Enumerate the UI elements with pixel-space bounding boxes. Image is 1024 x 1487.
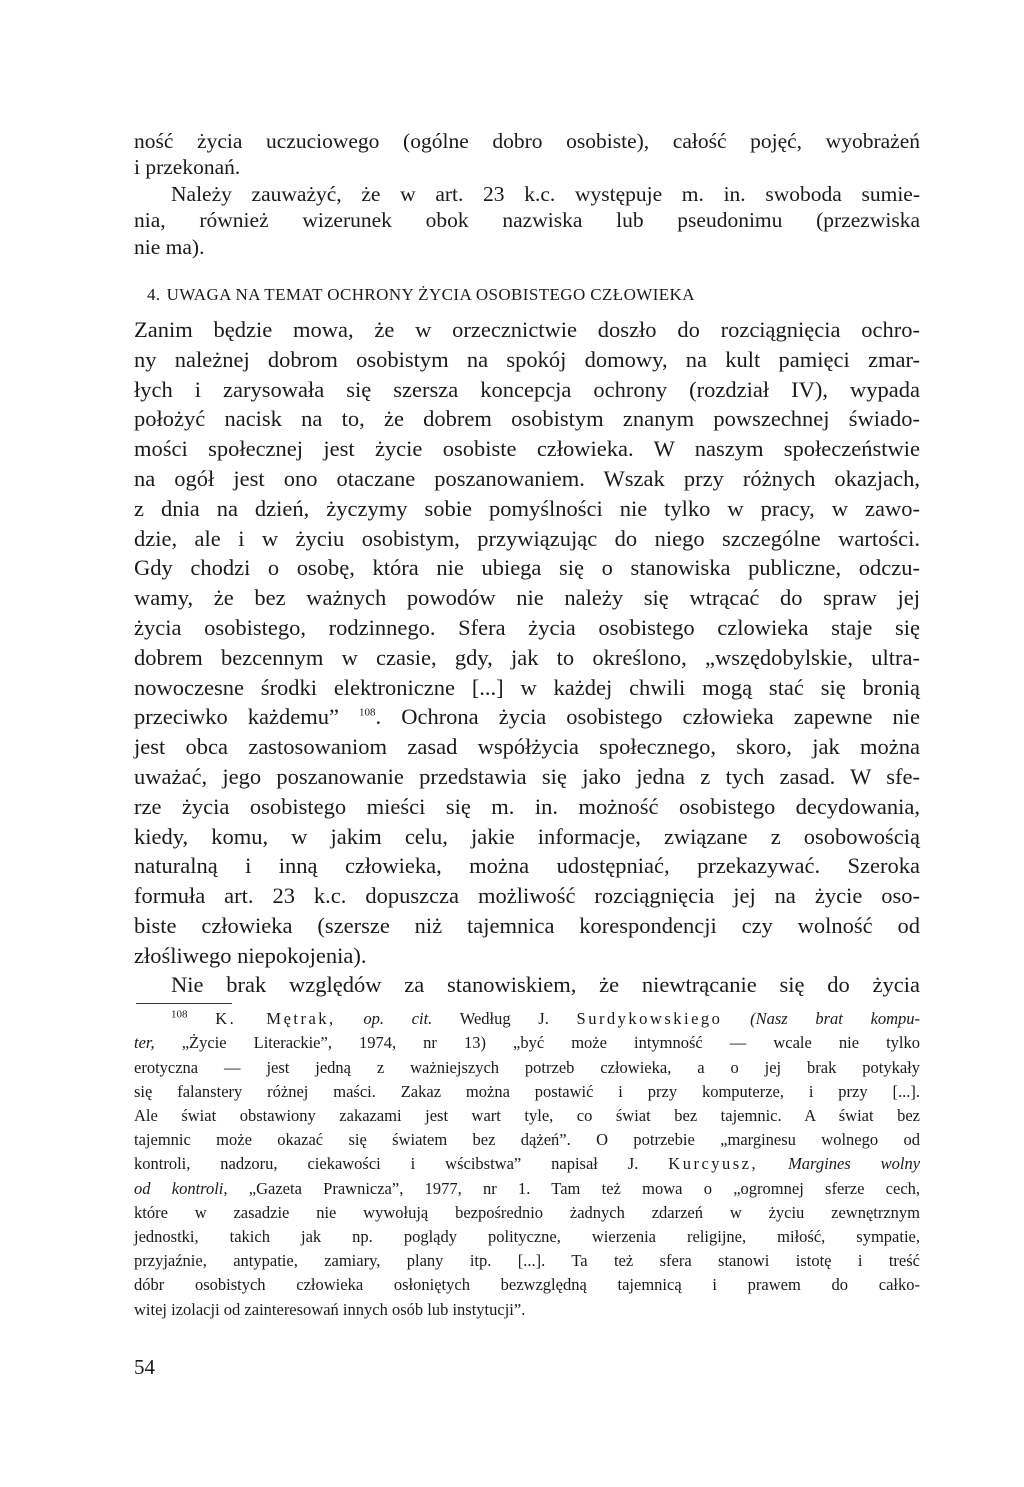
- text-line: ność życia uczuciowego (ogólne dobro osobiste), całość pojęć, wyobrażeń: [134, 129, 920, 153]
- text-line: złośliwego niepokojenia).: [134, 942, 367, 968]
- text-line: położyć nacisk na to, że dobrem osobistym znanym powszechnej świado-: [134, 406, 920, 432]
- last-paragraph: [134, 970, 920, 1000]
- main-paragraph: [134, 315, 920, 971]
- footnote-ref: 108: [359, 706, 376, 719]
- footnote-cit: op. cit.: [363, 1009, 433, 1029]
- section-title: UWAGA NA TEMAT OCHRONY ŻYCIA OSOBISTEGO CZŁOWIEKA: [166, 284, 695, 304]
- text-line: uważać, jego poszanowanie przedstawia się jako jedna z tych zasad. W sfe-: [134, 763, 920, 789]
- text-line: łych i zarysowała się szersza koncepcja ochrony (rozdział IV), wypada: [134, 376, 920, 402]
- text-segment: „Życie Literackie”, 1974, nr 13) „być może intymność — wcale nie tylko: [181, 1033, 920, 1053]
- text-line: jest obca zastosowaniom zasad współżycia społecznego, skoro, jak można: [134, 734, 920, 760]
- footnote: [134, 1007, 920, 1321]
- text-line: z dnia na dzień, życzymy sobie pomyślności nie tylko w pracy, w zawo-: [134, 495, 920, 521]
- footnote-author: Surdykowskiego: [576, 1009, 723, 1029]
- text-line: dobrem bezcennym w czasie, gdy, jak to określono, „wszędobylskie, ultra-: [134, 644, 920, 670]
- footnote-work: (Nasz brat kompu-: [750, 1009, 921, 1029]
- text-segment: przeciwko każdemu”: [134, 704, 339, 730]
- footnote-author: Kurcyusz,: [668, 1154, 759, 1174]
- footnote-line: witej izolacji od zainteresowań innych osób lub instytucji”.: [134, 1299, 526, 1319]
- text-line: rze życia osobistego mieści się m. in. możność osobistego decydowania,: [134, 793, 920, 819]
- text-line: nia, również wizerunek obok nazwiska lub pseudonimu (przezwiska: [134, 208, 920, 233]
- footnote-line: przyjaźnie, antypatie, zamiary, plany itp. [...]. Ta też sfera stanowi istotę i treść: [134, 1251, 920, 1271]
- text-segment: kontroli, nadzoru, ciekawości i wścibstwa” napisał J.: [134, 1154, 639, 1174]
- text-line: kiedy, komu, w jakim celu, jakie informacje, związane z osobowością: [134, 823, 920, 849]
- footnote-number: 108: [171, 1008, 188, 1021]
- text-segment: „Gazeta Prawnicza”, 1977, nr 1. Tam też mowa o „ogromnej sferze cech,: [248, 1178, 921, 1198]
- footnote-line: [134, 1007, 920, 1031]
- text-line: Gdy chodzi o osobę, która nie ubiega się o stanowiska publiczne, odczu-: [134, 555, 920, 581]
- text-line: formuła art. 23 k.c. dopuszcza możliwość rozciągnięcia jej na życie oso-: [134, 883, 920, 909]
- footnote-line: [134, 1177, 920, 1201]
- text-line: Zanim będzie mowa, że w orzecznictwie doszło do rozciągnięcia ochro-: [134, 316, 920, 342]
- text-line: mości społecznej jest życie osobiste człowieka. W naszym społeczeństwie: [134, 436, 920, 462]
- footnote-line: jednostki, takich jak np. poglądy polityczne, wierzenia religijne, miłość, sympatie,: [134, 1226, 920, 1246]
- top-paragraph: [134, 128, 920, 181]
- text-line: dzie, ale i w życiu osobistym, przywiązując do niego szczególne wartości.: [134, 525, 920, 551]
- footnote-work: ter,: [134, 1033, 155, 1053]
- text-line: naturalną i inną człowieka, można udostępniać, przekazywać. Szeroka: [134, 853, 920, 879]
- page-number: 54: [134, 1355, 155, 1379]
- text-line: wamy, że bez ważnych powodów nie należy się wtrącać do spraw jej: [134, 585, 920, 611]
- text-line: przeciwko każdemu” $^{108}$. Ochrona życia osobistego człowieka zapewne nie: [134, 704, 921, 730]
- footnote-line: [134, 1152, 920, 1176]
- footnote-divider: [136, 1003, 232, 1004]
- text-line: biste człowieka (szersze niż tajemnica korespondencji czy wolność od: [134, 912, 920, 938]
- text-line: i przekonań.: [134, 155, 241, 180]
- text-line: Nie brak względów za stanowiskiem, że niewtrącanie się do życia: [171, 972, 920, 998]
- text-segment: Według J.: [459, 1009, 549, 1029]
- text-line: nowoczesne środki elektroniczne [...] w każdej chwili mogą stać się bronią: [134, 674, 920, 700]
- section-number: 4.: [147, 284, 161, 304]
- text-line: nie ma).: [134, 234, 205, 259]
- footnote-line: tajemnic może okazać się światem bez dążeń”. O potrzebie „marginesu wolnego od: [134, 1130, 920, 1150]
- footnote-line: Ale świat obstawiony zakazami jest wart tyle, co świat bez tajemnic. A świat bez: [134, 1106, 920, 1126]
- footnote-line: się falanstery różnej maści. Zakaz można postawić i przy komputerze, i przy [...].: [134, 1081, 920, 1101]
- second-paragraph: [134, 181, 920, 260]
- footnote-line: które w zasadzie nie wywołują bezpośrednio żadnych zdarzeń w życiu zewnętrznym: [134, 1202, 920, 1222]
- page-body: [134, 128, 920, 1322]
- section-heading: [134, 285, 920, 305]
- footnote-author: K. Mętrak,: [215, 1009, 336, 1029]
- text-segment: Ochrona życia osobistego człowieka zapewne nie: [401, 704, 921, 730]
- text-line: życia osobistego, rodzinnego. Sfera życia osobistego czlowieka staje się: [134, 614, 920, 640]
- footnote-line: dóbr osobistych człowieka osłoniętych bezwzględną tajemnicą i prawem do całko-: [134, 1275, 920, 1295]
- text-line: Należy zauważyć, że w art. 23 k.c. występuje m. in. swoboda sumie-: [171, 181, 920, 206]
- text-line: na ogół jest ono otaczane poszanowaniem. Wszak przy różnych okazjach,: [134, 465, 920, 491]
- footnote-line: erotyczna — jest jedną z ważniejszych potrzeb człowieka, a o jej brak potykały: [134, 1057, 920, 1077]
- text-line: ny należnej dobrom osobistym na spokój domowy, na kult pamięci zmar-: [134, 346, 920, 372]
- footnote-work: od kontroli,: [134, 1178, 228, 1198]
- footnote-line: [134, 1031, 920, 1055]
- footnote-work: Margines wolny: [788, 1154, 921, 1174]
